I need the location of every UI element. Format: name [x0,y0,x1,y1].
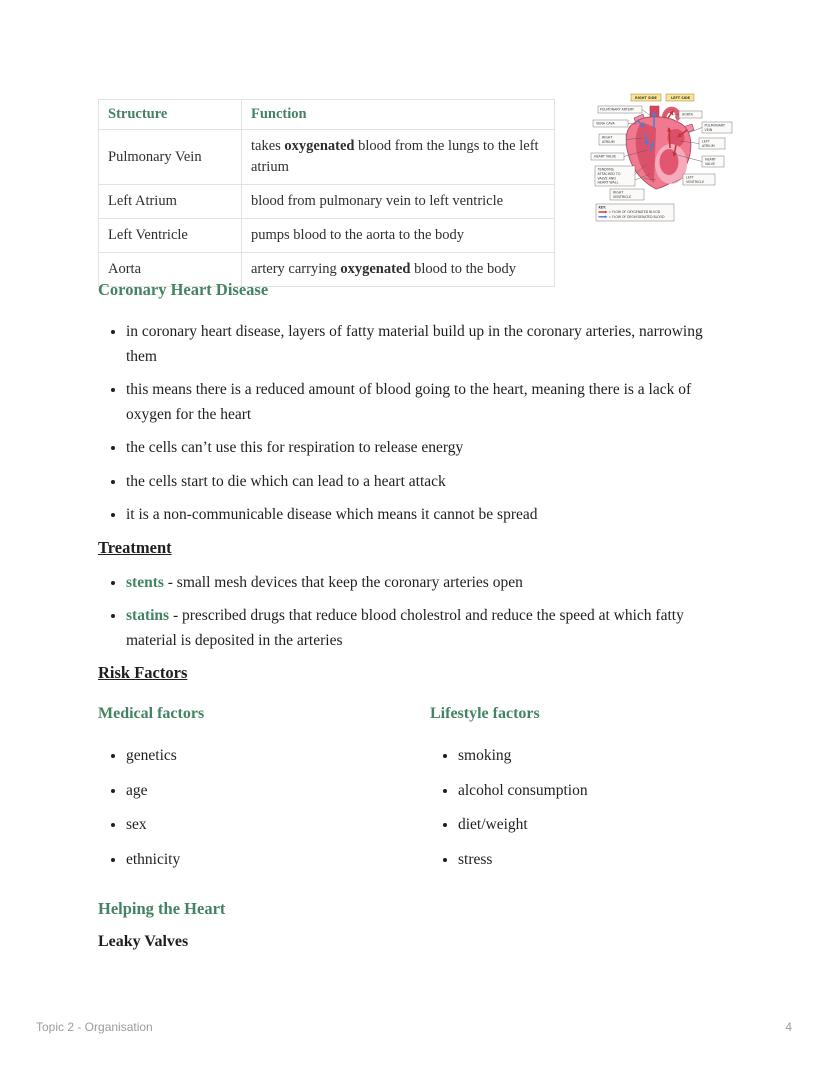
col-header-structure: Structure [99,100,242,130]
side-label-left-side [666,94,694,101]
bullet-item: • age [126,779,430,804]
vena-cava-label: VENA CAVA [596,121,615,126]
bullet-item: • sex [126,813,430,838]
structure-function-table [98,99,555,287]
right-atrium-label: RIGHT ATRIUM [602,135,615,144]
col-header-function: Function [242,100,555,130]
text-segment: takes [251,138,285,154]
risk-factors-columns [98,703,732,882]
text-segment: blood from pulmonary vein to left ventricle [251,193,504,209]
callout-tendons [595,166,635,186]
bullet-item: • ethnicity [126,848,430,873]
lifestyle-factors-column [430,703,732,882]
function-cell [242,185,555,219]
structure-cell: Aorta [99,253,242,287]
text-segment: pumps blood to the aorta to the body [251,227,465,243]
table-header-row [99,100,555,130]
heart-valve-left-label: HEART VALVE [594,154,617,159]
bullet-item: • the cells can’t use this for respiration to release energy [126,436,732,461]
subheading-medical-factors: Medical factors [98,705,205,722]
bullet-item: • smoking [458,744,732,769]
subheading-lifestyle-factors: Lifestyle factors [430,705,540,722]
structure-cell: Pulmonary Vein [99,130,242,185]
footer-topic-label: Topic 2 - Organisation [36,1020,153,1034]
text-segment: oxygenated [284,138,355,154]
bullet-item: • the cells start to die which can lead to a heart attack [126,470,732,495]
bullet-item: • in coronary heart disease, layers of fatty material build up in the coronary arteries, narrowing them [126,320,732,369]
page-footer [36,1020,792,1034]
table-row [99,185,555,219]
left-atrium-label: LEFT ATRIUM [702,139,715,148]
text-segment: statins [126,607,170,624]
text-segment: oxygenated [340,261,411,277]
heart-valve-right-label: HEART VALVE [705,157,716,166]
key-title: KEY: [598,205,607,210]
diagram-key [596,204,674,221]
side-label-right-side [631,94,661,101]
structure-cell: Left Ventricle [99,219,242,253]
pulmonary-vein-label: PULMONARY VEIN [704,123,725,132]
heart-diagram-svg [584,86,740,222]
callout-heart-valve-left [591,153,624,160]
notes-content [98,270,732,953]
subheading-leaky-valves: Leaky Valves [98,933,189,950]
callout-left-ventricle [683,174,715,185]
bullet-item [126,571,732,596]
callout-aorta [679,111,702,118]
medical-factors-list [98,744,430,872]
lifestyle-factors-list [430,744,732,872]
function-cell [242,219,555,253]
medical-factors-column [98,703,430,882]
text-segment: artery carrying [251,261,341,277]
text-segment: blood to the body [410,261,516,277]
bullet-item: • stress [458,848,732,873]
left-side-label: LEFT SIDE [671,96,691,100]
aorta-label: AORTA [682,112,693,117]
bullet-item: • alcohol consumption [458,779,732,804]
bullet-item: • this means there is a reduced amount of blood going to the heart, meaning there is a lack of oxygen for the heart [126,378,732,427]
section-title-coronary-heart-disease: Coronary Heart Disease [98,280,269,299]
bullet-item: • it is a non-communicable disease which means it cannot be spread [126,503,732,528]
treatment-bullet-list [98,571,732,654]
section-title-treatment: Treatment [98,537,172,557]
function-cell [242,130,555,185]
callout-vena-cava [593,120,628,127]
callout-right-atrium [599,134,626,145]
callout-pulmonary-vein [702,122,732,133]
structure-cell: Left Atrium [99,185,242,219]
callout-left-atrium [699,138,725,149]
bullet-item: • diet/weight [458,813,732,838]
footer-page-number: 4 [785,1020,792,1034]
section-title-helping-the-heart: Helping the Heart [98,899,226,918]
callout-pulmonary-artery [598,106,642,113]
key-label-1: = FLOW OF DEOXYGENATED BLOOD [608,214,665,219]
right-side-label: RIGHT SIDE [635,96,657,100]
tendons-label: TENDONS ATTACHED TO VALVE AND HEART WALL [597,167,621,185]
bullet-item: • genetics [126,744,430,769]
callout-right-ventricle [610,189,644,200]
text-segment: - prescribed drugs that reduce blood cholestrol and reduce the speed at which fatty material is deposited in the arteries [126,607,684,649]
table-row [99,130,555,185]
chd-bullet-list [98,320,732,528]
text-segment: - small mesh devices that keep the coronary arteries open [163,573,523,591]
left-ventricle-label: LEFT VENTRICLE [686,175,705,184]
section-title-risk-factors: Risk Factors [98,663,188,682]
table-body [99,130,555,287]
heart-diagram [584,86,740,222]
right-ventricle-label: RIGHT VENTRICLE [613,190,632,199]
callout-heart-valve-right [702,156,724,167]
text-segment: blood from the lungs to the left atrium [251,138,539,175]
bullet-item [126,604,732,653]
text-segment: stents [126,573,164,591]
table-row [99,219,555,253]
pulmonary-artery-label: PULMONARY ARTERY [600,107,635,112]
key-label-0: = FLOW OF OXYGENATED BLOOD [608,210,661,214]
